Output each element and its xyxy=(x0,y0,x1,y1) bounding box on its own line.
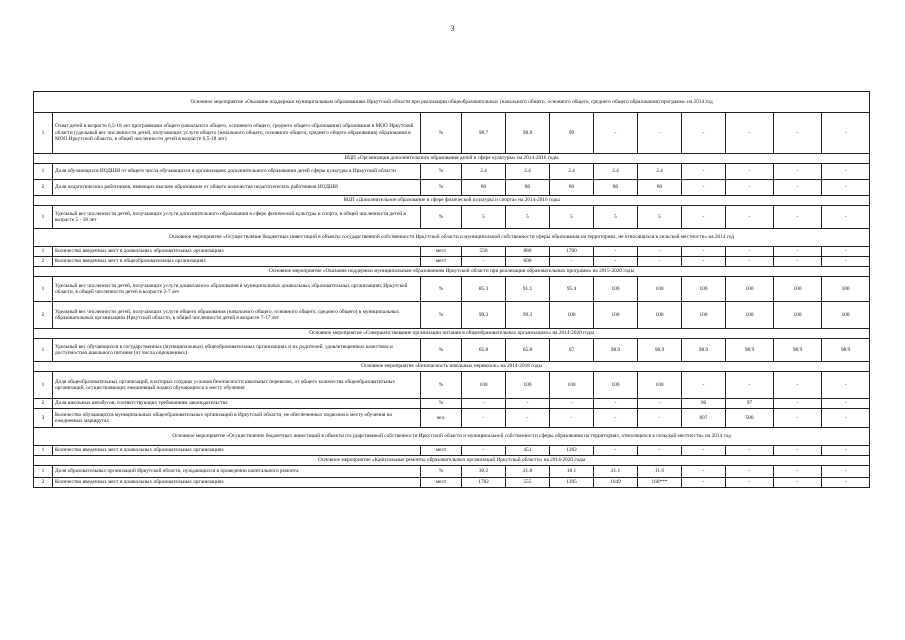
value-cell: - xyxy=(774,478,822,488)
indicator-name: Доля общеобразовательных организаций, в которых созданы условия безопасности школьных перевозок, от общего количества общеобразовательных организаций, осуществляющих ежедневный подвоз обучающихся к месту обучения xyxy=(53,372,421,399)
value-cell: - xyxy=(774,466,822,478)
value-cell: 11.6 xyxy=(638,466,682,478)
indicator-name: Доля обучающихся ИОДШИ от общего числа обучающихся в организациях дополнительного образования детей сферы культуры в Иркутской области xyxy=(53,164,421,180)
value-cell: 100 xyxy=(774,277,822,302)
row-number: 2 xyxy=(34,180,53,196)
table-row xyxy=(34,277,870,302)
value-cell: 100 xyxy=(462,372,506,399)
value-cell: 1782 xyxy=(462,478,506,488)
row-number: 2 xyxy=(34,478,53,488)
section-header-row xyxy=(34,196,870,206)
value-cell: - xyxy=(682,466,726,478)
row-number: 2 xyxy=(34,257,53,267)
value-cell: 2.4 xyxy=(638,164,682,180)
value-cell: - xyxy=(462,257,506,267)
row-number: 1 xyxy=(34,113,53,154)
row-number: 2 xyxy=(34,399,53,409)
section-title: Основное мероприятие «Осуществление бюджетных инвестиций в объекты государственной собственности Иркутской области и муниципальной собственности сферы образования на территориях, не относящихся к сельской местности» на 2014 год xyxy=(34,229,870,247)
value-cell: - xyxy=(462,409,506,428)
unit-cell: % xyxy=(421,206,462,229)
value-cell: - xyxy=(774,164,822,180)
value-cell: - xyxy=(726,180,774,196)
value-cell: 97 xyxy=(726,399,774,409)
page-number: 3 xyxy=(450,24,455,33)
table-row xyxy=(34,466,870,478)
section-title: Основное мероприятие «Совершенствование организации питания в общеобразовательных организациях» на 2014-2020 годы xyxy=(34,329,870,339)
value-cell: - xyxy=(726,113,774,154)
indicators-table xyxy=(33,91,870,488)
value-cell: - xyxy=(594,113,638,154)
value-cell: - xyxy=(682,257,726,267)
value-cell: 1262 xyxy=(550,446,594,456)
value-cell: 98.9 xyxy=(638,339,682,362)
value-cell: - xyxy=(638,247,682,257)
value-cell: 160*** xyxy=(638,478,682,488)
value-cell: 5 xyxy=(594,206,638,229)
value-cell: 500 xyxy=(726,409,774,428)
value-cell: 100 xyxy=(506,372,550,399)
section-header-row xyxy=(34,92,870,113)
value-cell: 99.3 xyxy=(462,302,506,329)
value-cell: - xyxy=(638,113,682,154)
indicator-name: Удельный вес обучающихся в государственных (муниципальных) общеобразовательных организациях и их родителей, удовлетворенных качеством и доступностью школьного питания (от числа опрошенных) xyxy=(53,339,421,362)
value-cell: 98.9 xyxy=(822,339,870,362)
value-cell: 5 xyxy=(462,206,506,229)
value-cell: 2.4 xyxy=(506,164,550,180)
row-number: 2 xyxy=(34,302,53,329)
value-cell: 80 xyxy=(462,180,506,196)
value-cell: 1295 xyxy=(550,478,594,488)
value-cell: 451 xyxy=(506,446,550,456)
value-cell: 99 xyxy=(550,113,594,154)
row-number: 1 xyxy=(34,206,53,229)
value-cell: 555 xyxy=(506,478,550,488)
value-cell: - xyxy=(638,446,682,456)
value-cell: 100 xyxy=(594,302,638,329)
value-cell: - xyxy=(726,478,774,488)
table-row xyxy=(34,478,870,488)
indicator-name: Количество введенных мест в общеобразовательных организациях xyxy=(53,257,421,267)
value-cell: - xyxy=(550,257,594,267)
value-cell: - xyxy=(822,446,870,456)
row-number: 1 xyxy=(34,466,53,478)
value-cell: 99.3 xyxy=(506,302,550,329)
row-number: 1 xyxy=(34,372,53,399)
value-cell: - xyxy=(462,399,506,409)
value-cell: 98.8 xyxy=(506,113,550,154)
table-row xyxy=(34,113,870,154)
value-cell: 600 xyxy=(506,257,550,267)
value-cell: - xyxy=(822,409,870,428)
section-title: Основное мероприятие «Оказание поддержки муниципальным образованиям Иркутской области при реализации общеобразовательных (начального общего, основного общего, среднего общего образования) программ» на 2014 год xyxy=(34,92,870,113)
value-cell: 100 xyxy=(682,277,726,302)
value-cell: 2.4 xyxy=(462,164,506,180)
value-cell: - xyxy=(774,409,822,428)
value-cell: 5 xyxy=(506,206,550,229)
value-cell: 98.7 xyxy=(462,113,506,154)
table-row xyxy=(34,399,870,409)
unit-cell: % xyxy=(421,164,462,180)
value-cell: 5 xyxy=(638,206,682,229)
value-cell: 697 xyxy=(682,409,726,428)
value-cell: - xyxy=(822,113,870,154)
indicator-name: Охват детей в возрасте 6,5-18 лет программами общего (начального общего, основного общего, среднего общего образования) образования в МОО Иркутской области (удельный вес численности детей, получающих услуги общего (начального общего, основного общего, среднего общего образования) образования в МОО Иркутской области, в общей численности детей в возрасте 6,5-18 лет) xyxy=(53,113,421,154)
value-cell: - xyxy=(638,399,682,409)
value-cell: 67 xyxy=(550,339,594,362)
unit-cell: % xyxy=(421,372,462,399)
value-cell: - xyxy=(774,206,822,229)
value-cell: 880 xyxy=(506,247,550,257)
section-title: Основное мероприятие «Оказание поддержки муниципальным образованиям Иркутской области при реализации образовательных программ» на 2015-2020 годы xyxy=(34,267,870,277)
table-row xyxy=(34,446,870,456)
section-header-row xyxy=(34,456,870,466)
unit-cell: мест xyxy=(421,446,462,456)
row-number: 1 xyxy=(34,339,53,362)
section-title: Основное мероприятие «Осуществление бюджетных инвестиций в объекты государственной собственности Иркутской области и муниципальной собственности сферы образования на территориях, относящихся к сельской местности» на 2014 год xyxy=(34,428,870,446)
indicator-name: Доля образовательных организаций Иркутской области, нуждающихся в проведении капитального ремонта xyxy=(53,466,421,478)
value-cell: - xyxy=(506,409,550,428)
value-cell: 65.8 xyxy=(506,339,550,362)
table-row xyxy=(34,409,870,428)
value-cell: 80 xyxy=(506,180,550,196)
table-row xyxy=(34,206,870,229)
value-cell: 1700 xyxy=(550,247,594,257)
value-cell: 98.9 xyxy=(594,339,638,362)
row-number: 1 xyxy=(34,277,53,302)
table-row xyxy=(34,164,870,180)
value-cell: 91.1 xyxy=(506,277,550,302)
value-cell: - xyxy=(822,257,870,267)
value-cell: - xyxy=(506,399,550,409)
value-cell: 18.1 xyxy=(550,466,594,478)
row-number: 3 xyxy=(34,409,53,428)
value-cell: - xyxy=(822,180,870,196)
value-cell: 85.3 xyxy=(462,277,506,302)
value-cell: - xyxy=(726,446,774,456)
row-number: 1 xyxy=(34,247,53,257)
value-cell: 95.4 xyxy=(550,277,594,302)
unit-cell: чел. xyxy=(421,409,462,428)
value-cell: 98.9 xyxy=(682,339,726,362)
unit-cell: мест xyxy=(421,247,462,257)
value-cell: - xyxy=(682,164,726,180)
value-cell: - xyxy=(774,399,822,409)
value-cell: - xyxy=(638,409,682,428)
unit-cell: % xyxy=(421,113,462,154)
value-cell: 21.8 xyxy=(506,466,550,478)
row-number: 1 xyxy=(34,446,53,456)
value-cell: - xyxy=(550,399,594,409)
value-cell: - xyxy=(682,247,726,257)
value-cell: - xyxy=(682,478,726,488)
value-cell: - xyxy=(726,164,774,180)
value-cell: 100 xyxy=(594,277,638,302)
value-cell: - xyxy=(682,206,726,229)
value-cell: - xyxy=(774,247,822,257)
indicator-name: Количество введенных мест в дошкольных образовательных организациях xyxy=(53,247,421,257)
value-cell: - xyxy=(726,257,774,267)
section-title: ВЦП «Дополнительное образование в сфере физической культуры и спорта» на 2014-2016 годы xyxy=(34,196,870,206)
table-row xyxy=(34,339,870,362)
value-cell: - xyxy=(594,446,638,456)
indicator-name: Доля педагогических работников, имеющих высшее образование от общего количества педагогических работников ИОДШИ xyxy=(53,180,421,196)
value-cell: 100 xyxy=(822,277,870,302)
value-cell: - xyxy=(726,247,774,257)
value-cell: - xyxy=(638,257,682,267)
value-cell: 100 xyxy=(726,302,774,329)
unit-cell: % xyxy=(421,277,462,302)
value-cell: - xyxy=(682,180,726,196)
indicator-name: Удельный вес численности детей, получающих услуги общего образования (начального общего, основного общего, среднего общего) в муниципальных образовательных организациях Иркутской области, в общей численности детей в возрасте 7-17 лет xyxy=(53,302,421,329)
value-cell: - xyxy=(774,257,822,267)
unit-cell: % xyxy=(421,399,462,409)
value-cell: 65.8 xyxy=(462,339,506,362)
table-row xyxy=(34,372,870,399)
value-cell: - xyxy=(594,257,638,267)
value-cell: 2.4 xyxy=(550,164,594,180)
value-cell: - xyxy=(774,180,822,196)
value-cell: 98.9 xyxy=(774,339,822,362)
value-cell: 2.4 xyxy=(594,164,638,180)
value-cell: - xyxy=(594,409,638,428)
value-cell: 98.9 xyxy=(726,339,774,362)
value-cell: - xyxy=(822,372,870,399)
value-cell: 100 xyxy=(638,277,682,302)
value-cell: 80 xyxy=(638,180,682,196)
value-cell: 100 xyxy=(682,302,726,329)
value-cell: 100 xyxy=(774,302,822,329)
value-cell: - xyxy=(726,466,774,478)
value-cell: - xyxy=(726,206,774,229)
value-cell: - xyxy=(774,372,822,399)
value-cell: 100 xyxy=(550,302,594,329)
value-cell: - xyxy=(774,113,822,154)
indicator-name: Удельный вес численности детей, получающих услуги дополнительного образования в сфере физической культуры и спорта, в общей численности детей в возрасте 5 - 18 лет xyxy=(53,206,421,229)
value-cell: - xyxy=(822,399,870,409)
section-title: Основное мероприятие «Безопасность школьных перевозок» на 2014-2018 годы xyxy=(34,362,870,372)
value-cell: - xyxy=(682,372,726,399)
value-cell: - xyxy=(594,399,638,409)
value-cell: 100 xyxy=(638,302,682,329)
row-number: 1 xyxy=(34,164,53,180)
indicator-name: Количество обучающихся муниципальных общеобразовательных организаций в Иркутской области, не обеспеченных подвозом к месту обучения на ежедневных маршрутах xyxy=(53,409,421,428)
unit-cell: % xyxy=(421,339,462,362)
section-header-row xyxy=(34,267,870,277)
value-cell: - xyxy=(726,372,774,399)
indicator-name: Доля школьных автобусов, соответствующих требованиям законодательства xyxy=(53,399,421,409)
value-cell: - xyxy=(822,247,870,257)
table-row xyxy=(34,180,870,196)
section-header-row xyxy=(34,229,870,247)
value-cell: 100 xyxy=(550,372,594,399)
table-row xyxy=(34,247,870,257)
unit-cell: мест xyxy=(421,257,462,267)
value-cell: 550 xyxy=(462,247,506,257)
section-title: Основное мероприятие «Капитальные ремонты образовательных организаций Иркутской области» на 2014-2020 годы xyxy=(34,456,870,466)
value-cell: - xyxy=(822,164,870,180)
value-cell: - xyxy=(682,446,726,456)
unit-cell: % xyxy=(421,302,462,329)
value-cell: 96 xyxy=(682,399,726,409)
unit-cell: мест xyxy=(421,478,462,488)
value-cell: 5 xyxy=(550,206,594,229)
value-cell: - xyxy=(550,409,594,428)
value-cell: 80 xyxy=(550,180,594,196)
value-cell: 30.2 xyxy=(462,466,506,478)
unit-cell: % xyxy=(421,466,462,478)
value-cell: 100 xyxy=(822,302,870,329)
value-cell: - xyxy=(822,206,870,229)
unit-cell: % xyxy=(421,180,462,196)
value-cell: - xyxy=(682,113,726,154)
value-cell: 80 xyxy=(594,180,638,196)
section-header-row xyxy=(34,428,870,446)
value-cell: 100 xyxy=(726,277,774,302)
value-cell: 100 xyxy=(638,372,682,399)
section-header-row xyxy=(34,362,870,372)
section-title: ВЦП «Организация дополнительного образования детей в сфере культуры» на 2014-2016 годы xyxy=(34,154,870,164)
indicator-name: Количество введенных мест в дошкольных образовательных организациях xyxy=(53,478,421,488)
value-cell: 1049 xyxy=(594,478,638,488)
value-cell: - xyxy=(462,446,506,456)
indicator-name: Количество введенных мест в дошкольных образовательных организациях xyxy=(53,446,421,456)
table-row xyxy=(34,257,870,267)
value-cell: - xyxy=(822,466,870,478)
value-cell: - xyxy=(822,478,870,488)
value-cell: 21.1 xyxy=(594,466,638,478)
value-cell: 100 xyxy=(594,372,638,399)
section-header-row xyxy=(34,329,870,339)
section-header-row xyxy=(34,154,870,164)
value-cell: - xyxy=(594,247,638,257)
table-row xyxy=(34,302,870,329)
value-cell: - xyxy=(774,446,822,456)
indicator-name: Удельный вес численности детей, получающих услуги дошкольного образования в муниципальных дошкольных образовательных организациях Иркутской области, в общей численности детей в возрасте 2-7 лет xyxy=(53,277,421,302)
